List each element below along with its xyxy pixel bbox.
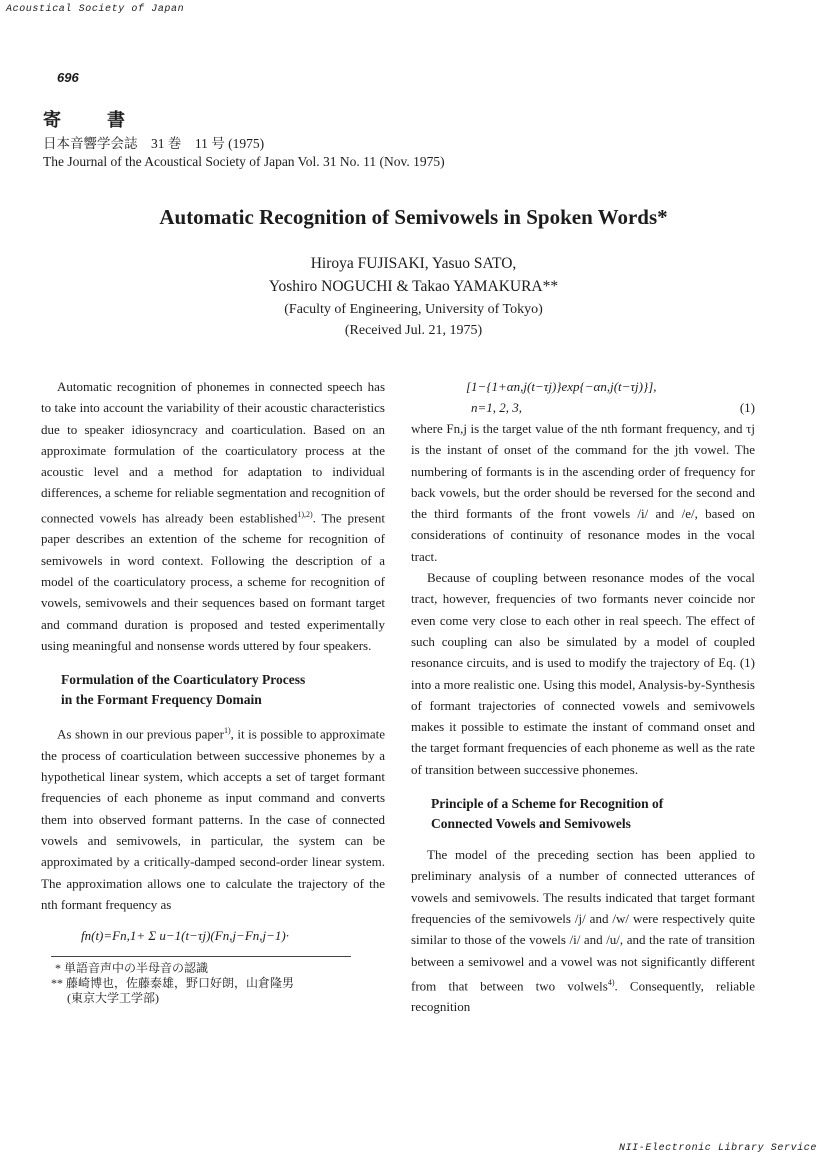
intro-text-cont: . The present paper describes an extention of the scheme for recognition of semivowels in word context. Following the description of a model of the coarticulatory process, a scheme for recognition of vowels, semivowels and their sequences based on formant target and command duration is proposed and tested experimentally using meaningful and nonsense words uttered by four speakers. (41, 510, 385, 653)
heading-line: in the Formant Frequency Domain (61, 692, 262, 708)
section-label: 寄 書 (43, 110, 139, 131)
citation: 1) (223, 726, 231, 736)
footnote-1: * 単語音声中の半母音の認識 (55, 961, 209, 976)
heading-line: Connected Vowels and Semivowels (431, 816, 631, 832)
paragraph-text-cont: . Consequently, reliable recognition (411, 978, 756, 1015)
heading-line: Principle of a Scheme for Recognition of (431, 796, 664, 812)
section-heading-principle (431, 794, 755, 834)
equation-1-cont: [1−{1+αn,j(t−τj)}exp{−αn,j(t−τj)}], (466, 379, 657, 394)
library-footer: NII-Electronic Library Service (618, 1143, 817, 1154)
left-column (41, 376, 385, 1006)
citation: 4) (607, 977, 615, 987)
paper-title: Automatic Recognition of Semivowels in Spoken Words* (159, 205, 668, 229)
coupling-paragraph: Because of coupling between resonance modes of the vocal tract, however, frequencies of two formants never coincide nor even come very close to each other in real speech. The effect of such coupling can also be simulated by a model of coupled resonance circuits, and is used to modify the trajectory of Eq. (1) into a more realistic one. Using this model, Analysis-by-Synthesis of formant trajectories of connected vowels and semivowels makes it possible to estimate the instant of command onset and the target formant frequencies of each phoneme as well as the rate of transition between successive phonemes. (411, 570, 755, 777)
principle-paragraph (411, 844, 755, 1018)
right-column (411, 376, 755, 1018)
page-number: 696 (57, 70, 79, 85)
affiliation: (Faculty of Engineering, University of Tokyo) (284, 302, 543, 317)
formulation-paragraph (41, 720, 385, 915)
footnote-3: (東京大学工学部) (67, 991, 159, 1006)
authors-line-1: Hiroya FUJISAKI, Yasuo SATO, (310, 255, 517, 272)
authors-line-2: Yoshiro NOGUCHI & Takao YAMAKURA** (268, 278, 559, 295)
intro-citation: 1),2) (297, 509, 313, 519)
paragraph-text: The model of the preceding section has been applied to preliminary analysis of a number of connected utterances of vowels and semivowels. The results indicated that target formant frequencies of the semivowels /j/ and /w/ were respectively quite similar to those of the vowels /i/ and /u/, and the rate of transition between a semivowel and a vowel was not significantly different from that between two volwels (411, 847, 755, 994)
paragraph-text-cont: , it is possible to approximate the process of coarticulation between successive phonemes by a hypothetical linear system, which accepts a set of target formant frequencies of each phoneme as input command and converts them into observed formant patterns. In the case of connected vowels and semivowels, in particular, the system can be approximated by a critically-damped second-order linear system. The approximation allows one to calculate the trajectory of the nth formant frequency as (41, 726, 385, 912)
section-heading-formulation (61, 670, 385, 710)
equation-1-left: fn(t)=Fn,1+ Σ u−1(t−τj)(Fn,j−Fn,j−1)· (81, 928, 289, 944)
heading-line: Formulation of the Coarticulatory Process (61, 672, 306, 688)
journal-citation-jp: 日本音響学会誌 31 巻 11 号 (1975) (43, 136, 265, 151)
paragraph-text: As shown in our previous paper (57, 726, 224, 742)
received-date: (Received Jul. 21, 1975) (344, 323, 483, 338)
intro-text: Automatic recognition of phonemes in connected speech has to take into account the variability of their acoustic characteristics due to speaker idiosyncracy and coarticulation. Based on an approximate formulation of the coarticulatory process at the acoustic level and a method for adaptation to individual differences, a scheme for reliable segmentation and recognition of connected vowels has already been established (41, 379, 385, 526)
equation-1-n (471, 397, 755, 418)
intro-paragraph (41, 376, 385, 656)
equation-number: (1) (739, 400, 755, 415)
journal-citation-en: The Journal of the Acoustical Society of Japan Vol. 31 No. 11 (Nov. 1975) (43, 154, 445, 169)
footnote-2: ** 藤崎博也，佐藤泰雄，野口好朗，山倉隆男 (51, 976, 295, 991)
footnote-divider (51, 956, 351, 957)
equation-n-range: n=1, 2, 3, (471, 400, 523, 415)
definitions-paragraph: where Fn,j is the target value of the nth formant frequency, and τj is the instant of onset of the command for the jth vowel. The numbering of formants is in the ascending order of frequency for back vowels, but the order should be reversed for the second and the third formants of the front vowels /i/ and /e/, based on considerations of continuity of resonance modes in the vocal tract. (411, 421, 755, 564)
journal-header: Acoustical Society of Japan (6, 4, 185, 15)
